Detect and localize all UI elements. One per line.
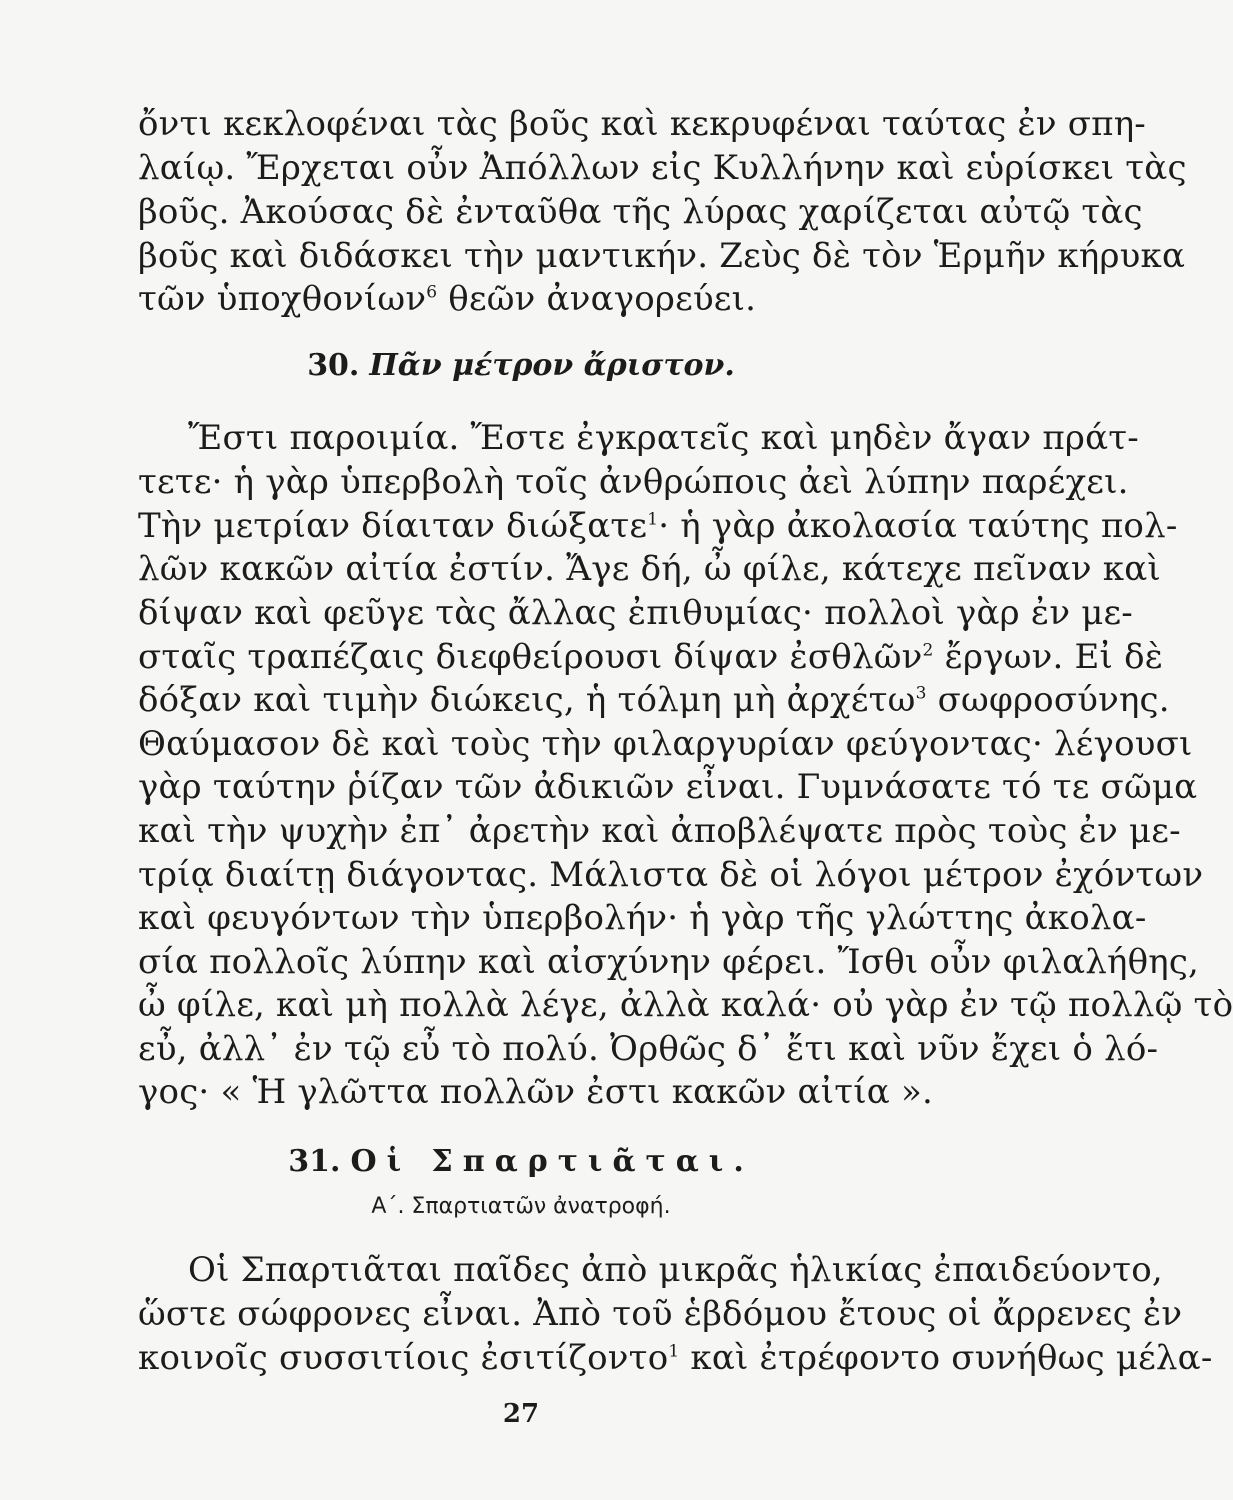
text-line: δόξαν καὶ τιμὴν διώκεις, ἡ τόλμη μὴ ἀρχέτω$^3$ σωφροσύνης. xyxy=(138,680,1170,720)
text-line: δίψαν καὶ φεῦγε τὰς ἄλλας ἐπιθυμίας· πολλοὶ γὰρ ἐν με- xyxy=(138,593,1133,633)
section-heading xyxy=(0,1142,1042,1182)
text-line: κοινοῖς συσσιτίοις ἐσιτίζοντο$^1$ καὶ ἐτρέφοντο συνήθως μέλα- xyxy=(138,1338,1213,1378)
text-line: Τὴν μετρίαν δίαιταν διώξατε$^1$· ἡ γὰρ ἀκολασία ταύτης πολ- xyxy=(138,506,1178,546)
section-number: 31. xyxy=(288,1144,341,1179)
page-number: 27 xyxy=(502,1399,540,1429)
text-line: τετε· ἡ γὰρ ὑπερβολὴ τοῖς ἀνθρώποις ἀεὶ λύπην παρέχει. xyxy=(138,462,1129,502)
section-subtitle: Α΄. Σπαρτιατῶν ἀνατροφή. xyxy=(371,1194,671,1219)
section-title: Πᾶν μέτρον ἄριστον. xyxy=(369,348,735,383)
footnote-mark: 1 xyxy=(647,509,659,530)
text-line: καὶ τὴν ψυχὴν ἐπ᾽ ἀρετὴν καὶ ἀποβλέψατε πρὸς τοὺς ἐν με- xyxy=(138,811,1181,851)
text-line: τρίᾳ διαίτῃ διάγοντας. Μάλιστα δὲ οἱ λόγοι μέτρον ἐχόντων xyxy=(138,855,1204,895)
text-line: γος· « Ἡ γλῶττα πολλῶν ἐστι κακῶν αἰτία ». xyxy=(138,1072,933,1112)
text-line: Οἱ Σπαρτιᾶται παῖδες ἀπὸ μικρᾶς ἡλικίας ἐπαιδεύοντο, xyxy=(188,1250,1163,1290)
text-line: Ἔστι παροιμία. Ἔστε ἐγκρατεῖς καὶ μηδὲν ἄγαν πράτ- xyxy=(188,418,1139,458)
text-line: ὦ φίλε, καὶ μὴ πολλὰ λέγε, ἀλλὰ καλά· οὐ γὰρ ἐν τῷ πολλῷ τὸ xyxy=(138,985,1233,1025)
text-line: βοῦς. Ἀκούσας δὲ ἐνταῦθα τῆς λύρας χαρίζεται αὐτῷ τὰς xyxy=(138,192,1143,232)
text-line: ὥστε σώφρονες εἶναι. Ἀπὸ τοῦ ἑβδόμου ἔτους οἱ ἄρρενες ἐν xyxy=(138,1294,1183,1334)
text-line: βοῦς καὶ διδάσκει τὴν μαντικήν. Ζεὺς δὲ τὸν Ἑρμῆν κήρυκα xyxy=(138,236,1186,276)
text-line: εὖ, ἀλλ᾽ ἐν τῷ εὖ τὸ πολύ. Ὀρθῶς δ᾽ ἔτι καὶ νῦν ἔχει ὁ λό- xyxy=(138,1029,1159,1069)
section-title: Οἱ Σπαρτιᾶται. xyxy=(350,1144,754,1179)
footnote-mark: 6 xyxy=(426,282,438,303)
text-line: λῶν κακῶν αἰτία ἐστίν. Ἄγε δή, ὦ φίλε, κάτεχε πεῖναν καὶ xyxy=(138,549,1161,589)
text-line: Θαύμασον δὲ καὶ τοὺς τὴν φιλαργυρίαν φεύγοντας· λέγουσι xyxy=(138,724,1193,764)
text-line: τῶν ὑποχθονίων$^6$ θεῶν ἀναγορεύει. xyxy=(138,279,757,319)
text-line: ὄντι κεκλοφέναι τὰς βοῦς καὶ κεκρυφέναι ταύτας ἐν σπη- xyxy=(138,104,1146,144)
text-line: γὰρ ταύτην ῥίζαν τῶν ἀδικιῶν εἶναι. Γυμνάσατε τό τε σῶμα xyxy=(138,767,1198,807)
footnote-mark: 1 xyxy=(668,1341,680,1362)
section-heading xyxy=(0,346,1042,386)
footnote-mark: 3 xyxy=(915,683,927,704)
text-line: καὶ φευγόντων τὴν ὑπερβολήν· ἡ γὰρ τῆς γλώττης ἀκολα- xyxy=(138,898,1147,938)
footnote-mark: 2 xyxy=(922,640,934,661)
text-line: λαίῳ. Ἔρχεται οὖν Ἀπόλλων εἰς Κυλλήνην καὶ εὑρίσκει τὰς xyxy=(138,148,1187,188)
text-line: σία πολλοῖς λύπην καὶ αἰσχύνην φέρει. Ἴσθι οὖν φιλαλήθης, xyxy=(138,942,1200,982)
text-line: σταῖς τραπέζαις διεφθείρουσι δίψαν ἐσθλῶν$^2$ ἔργων. Εἰ δὲ xyxy=(138,637,1164,677)
section-number: 30. xyxy=(307,348,360,383)
